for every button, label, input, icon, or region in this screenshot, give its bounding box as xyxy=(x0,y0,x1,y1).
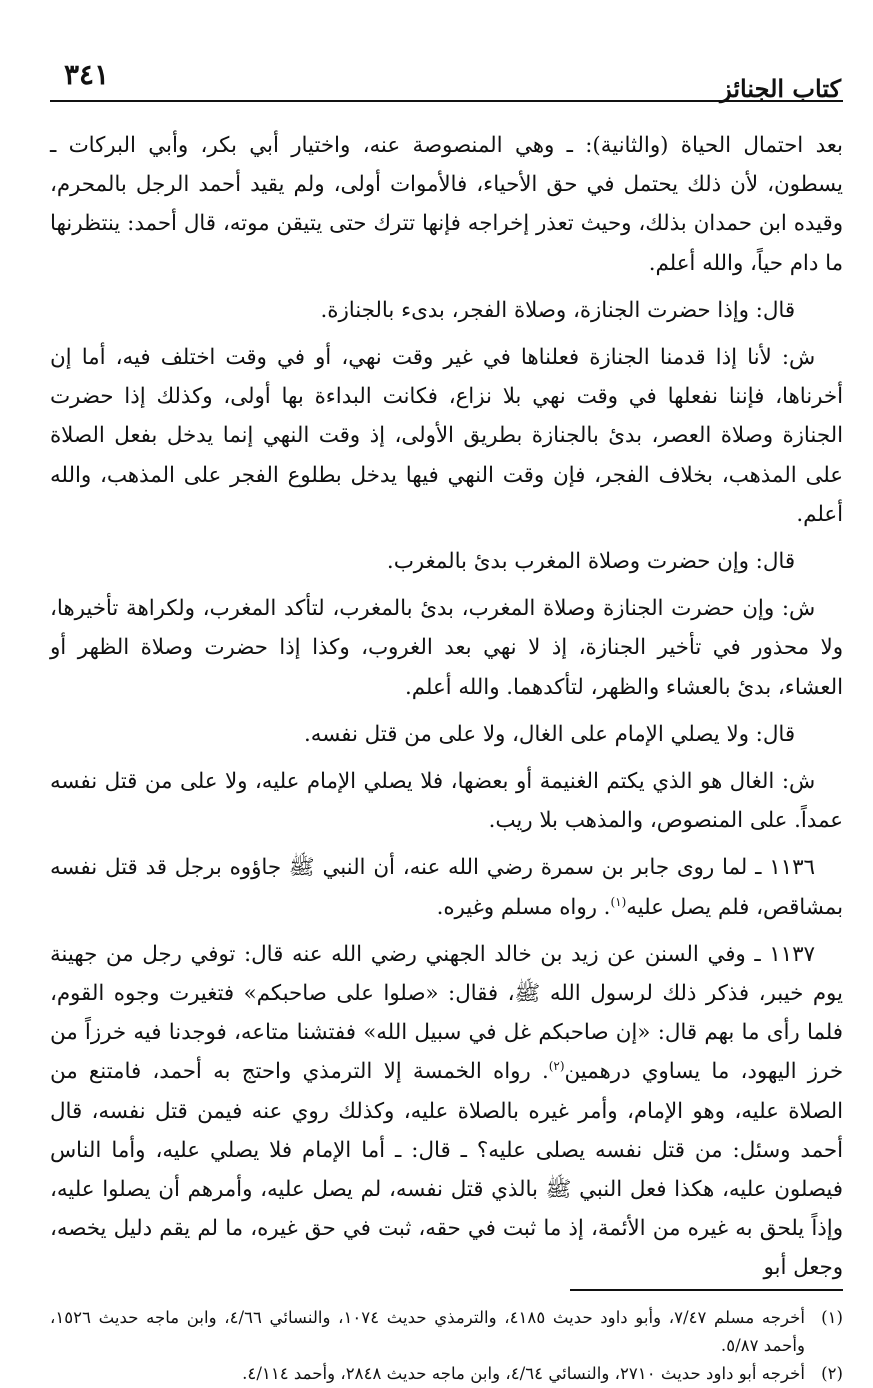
sharh-paragraph: ش: الغال هو الذي يكتم الغنيمة أو بعضها، فلا يصلي الإمام عليه، ولا على من قتل نفسه عمداً. على المنصوص، والمذهب بلا ريب. xyxy=(50,769,843,834)
paragraph-continuation: بعد احتمال الحياة (والثانية): ـ وهي المنصوصة عنه، واختيار أبي بكر، وأبي البركات ـ يسطون، لأن ذلك يحتمل في حق الأحياء، فالأموات أولى، ولم يقيد أحمد الرجل بالمحرم، وقيده ابن حمدان بذلك، وحيث تعذر إخراجه فإنها تترك حتى يتيقن موته، قال أحمد: ينتظرنها ما دام حياً، والله أعلم. xyxy=(50,133,843,276)
footnote-item xyxy=(50,1360,843,1388)
hadith-text: ١١٣٧ ـ وفي السنن عن زيد بن خالد الجهني رضي الله عنه قال: توفي رجل من جهينة يوم خيبر، فذكر ذلك لرسول الله ﷺ، فقال: «صلوا على صاحبكم» فتغيرت وجوه القوم، فلما رأى ما بهم قال: «إن صاحبكم غل في سبيل الله» ففتشنا متاعه، فوجدنا فيه خرزاً من خرز اليهود، ما يساوي درهمين xyxy=(50,941,843,1085)
main-text xyxy=(50,126,843,1288)
matn-paragraph: قال: وإذا حضرت الجنازة، وصلاة الفجر، بدىء بالجنازة. xyxy=(320,297,795,323)
footnote-number: (٢) xyxy=(821,1364,843,1383)
footnote-text: أخرجه أبو داود حديث ٢٧١٠، والنسائي ٤/٦٤، وابن ماجه حديث ٢٨٤٨، وأحمد ٤/١١٤. xyxy=(242,1364,805,1383)
page-header xyxy=(50,50,843,102)
hadith-tail: . رواه مسلم وغيره. xyxy=(436,894,611,920)
footnote-divider xyxy=(570,1289,843,1291)
footnote-number: (١) xyxy=(821,1308,843,1327)
footnote-ref[interactable]: (١) xyxy=(610,894,627,909)
sharh-paragraph: ش: لأنا إذا قدمنا الجنازة فعلناها في غير وقت نهي، أو في وقت اختلف فيه، أما إن أخرناها، فإننا نفعلها في وقت نهي بلا نزاع، فكانت البداءة بها أولى، وكذلك إذا حضرت الجنازة وصلاة العصر، بدئ بالجنازة بطريق الأولى، إذ وقت النهي إنما يدخل بفعل الصلاة على المذهب، بخلاف الفجر، فإن وقت النهي فيها يدخل بطلوع الفجر على المذهب، والله أعلم. xyxy=(50,345,843,527)
running-title: كتاب الجنائز xyxy=(720,74,841,103)
footnote-item xyxy=(50,1304,843,1360)
sharh-paragraph: ش: وإن حضرت الجنازة وصلاة المغرب، بدئ بالمغرب، لتأكد المغرب، ولكراهة تأخيرها، ولا محذور في تأخير الجنازة، إذ لا نهي بعد الغروب، وكذا إذا حضرت وصلاة الظهر أو العشاء، بدئ بالعشاء والظهر، لتأكدهما. والله أعلم. xyxy=(50,596,843,700)
matn-paragraph: قال: وإن حضرت وصلاة المغرب بدئ بالمغرب. xyxy=(386,549,795,575)
footnote-text: أخرجه مسلم ٧/٤٧، وأبو داود حديث ٤١٨٥، والترمذي حديث ١٠٧٤، والنسائي ٤/٦٦، وابن ماجه حديث ١٥٢٦، وأحمد ٥/٨٧. xyxy=(50,1308,805,1355)
hadith-text: ١١٣٦ ـ لما روى جابر بن سمرة رضي الله عنه، أن النبي ﷺ جاؤوه برجل قد قتل نفسه بمشاقص، فلم يصل عليه xyxy=(50,855,843,920)
footnotes xyxy=(50,1304,843,1388)
hadith-1137 xyxy=(50,935,843,1288)
book-page xyxy=(50,50,843,1383)
hadith-1136 xyxy=(50,848,843,926)
hadith-tail: . رواه الخمسة إلا الترمذي واحتج به أحمد، فامتنع من الصلاة عليه، وهو الإمام، وأمر غيره بالصلاة عليه، وكذلك روي عنه فيمن قتل نفسه، قال أحمد وسئل: من قتل نفسه يصلى عليه؟ ـ قال: ـ أما الإمام فلا يصلي عليه، وأما الناس فيصلون عليه، هكذا فعل النبي ﷺ بالذي قتل نفسه، لم يصل عليه، وأمرهم أن يصلوا عليه، وإذاً يلحق به غيره من الأئمة، إذ ما ثبت في حقه، ثبت في حق غيره، ما لم يقم دليل يخصه، وجعل أبو xyxy=(50,1059,843,1281)
page-number: ٣٤١ xyxy=(64,58,110,91)
footnote-ref[interactable]: (٢) xyxy=(548,1059,565,1074)
matn-paragraph: قال: ولا يصلي الإمام على الغال، ولا على من قتل نفسه. xyxy=(304,721,795,747)
